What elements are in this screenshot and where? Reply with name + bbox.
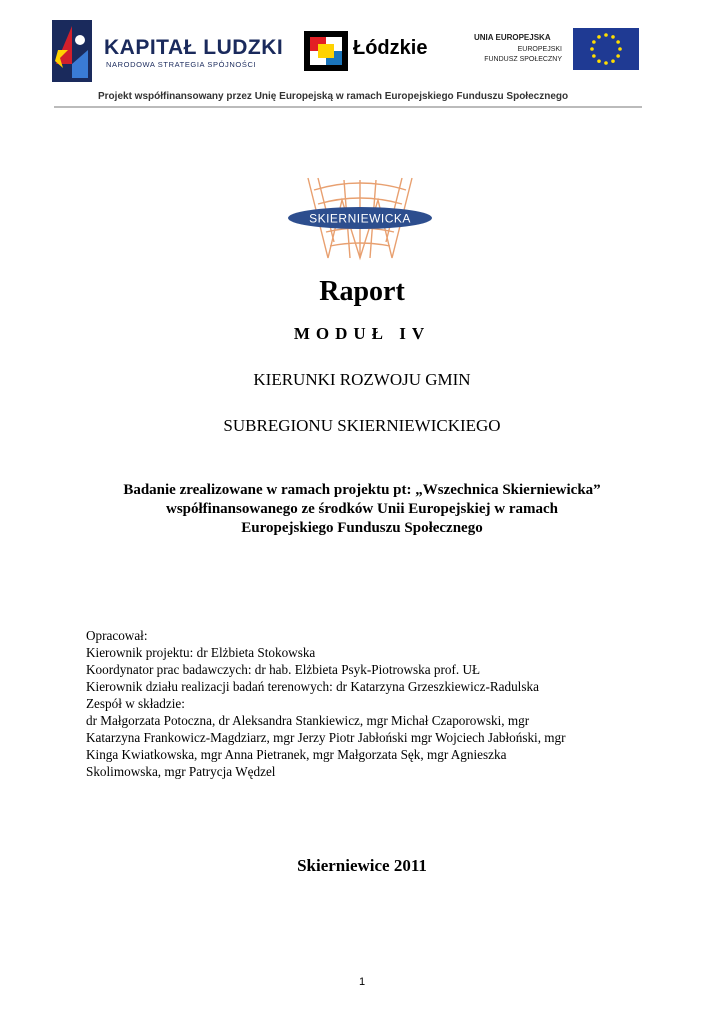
eu-star-icon <box>604 33 608 37</box>
header-divider <box>54 106 642 108</box>
eu-star-icon <box>618 47 622 51</box>
module-label: MODUŁ IV <box>293 324 431 343</box>
credits-line: Zespół w składzie: <box>86 696 185 711</box>
kapital-ludzki-subtitle: NARODOWA STRATEGIA SPÓJNOŚCI <box>106 60 257 69</box>
skierniewicka-globe-icon <box>284 170 436 266</box>
eu-fund-line1: EUROPEJSKI <box>517 46 562 53</box>
skierniewicka-logo-text: SKIERNIEWICKA <box>309 211 411 226</box>
heading-line-1: KIERUNKI ROZWOJU GMIN <box>253 370 471 389</box>
eu-star-icon <box>592 54 596 58</box>
eu-star-icon <box>592 40 596 44</box>
eu-star-icon <box>616 54 620 58</box>
study-description <box>60 481 664 538</box>
place-and-year: Skierniewice 2011 <box>297 856 427 875</box>
report-title: Raport <box>319 276 405 307</box>
eu-star-icon <box>597 35 601 39</box>
credits-line: Opracował: <box>86 628 148 643</box>
credits-block <box>86 627 646 780</box>
study-line: Badanie zrealizowane w ramach projektu pt: „Wszechnica Skierniewicka” <box>123 482 601 498</box>
study-line: współfinansowanego ze środków Unii Europejskiej w ramach <box>166 501 558 517</box>
credits-line: Skolimowska, mgr Patrycja Wędzel <box>86 764 276 779</box>
lodzkie-logo-icon <box>304 31 348 71</box>
lodzkie-wordmark: Łódzkie <box>353 37 428 59</box>
eu-star-icon <box>616 40 620 44</box>
heading-line-2: SUBREGIONU SKIERNIEWICKIEGO <box>223 416 501 435</box>
eu-title: UNIA EUROPEJSKA <box>474 33 551 42</box>
credits-line: Katarzyna Frankowicz-Magdziarz, mgr Jerzy Piotr Jabłoński mgr Wojciech Jabłoński, mgr <box>86 730 566 745</box>
kapital-ludzki-logo-icon <box>52 20 92 82</box>
eu-star-icon <box>597 59 601 63</box>
eu-star-icon <box>590 47 594 51</box>
kapital-ludzki-title: KAPITAŁ LUDZKI <box>104 36 284 59</box>
credits-line: Kierownik działu realizacji badań terenowych: dr Katarzyna Grzeszkiewicz-Radulska <box>86 679 539 694</box>
credits-line: Kinga Kwiatkowska, mgr Anna Pietranek, mgr Małgorzata Sęk, mgr Agnieszka <box>86 747 507 762</box>
page-number: 1 <box>358 976 366 988</box>
header-caption: Projekt współfinansowany przez Unię Europejską w ramach Europejskiego Funduszu Społecznego <box>98 91 569 102</box>
eu-star-icon <box>611 35 615 39</box>
eu-flag-icon <box>573 28 639 70</box>
skierniewicka-logo <box>284 170 436 266</box>
header-banner <box>0 0 724 112</box>
eu-fund-line2: FUNDUSZ SPOŁECZNY <box>484 56 562 63</box>
study-line: Europejskiego Funduszu Społecznego <box>241 520 483 536</box>
credits-line: dr Małgorzata Potoczna, dr Aleksandra Stankiewicz, mgr Michał Czaporowski, mgr <box>86 713 530 728</box>
eu-star-icon <box>604 61 608 65</box>
credits-line: Koordynator prac badawczych: dr hab. Elżbieta Psyk-Piotrowska prof. UŁ <box>86 662 481 677</box>
eu-star-icon <box>611 59 615 63</box>
credits-line: Kierownik projektu: dr Elżbieta Stokowska <box>86 645 316 660</box>
